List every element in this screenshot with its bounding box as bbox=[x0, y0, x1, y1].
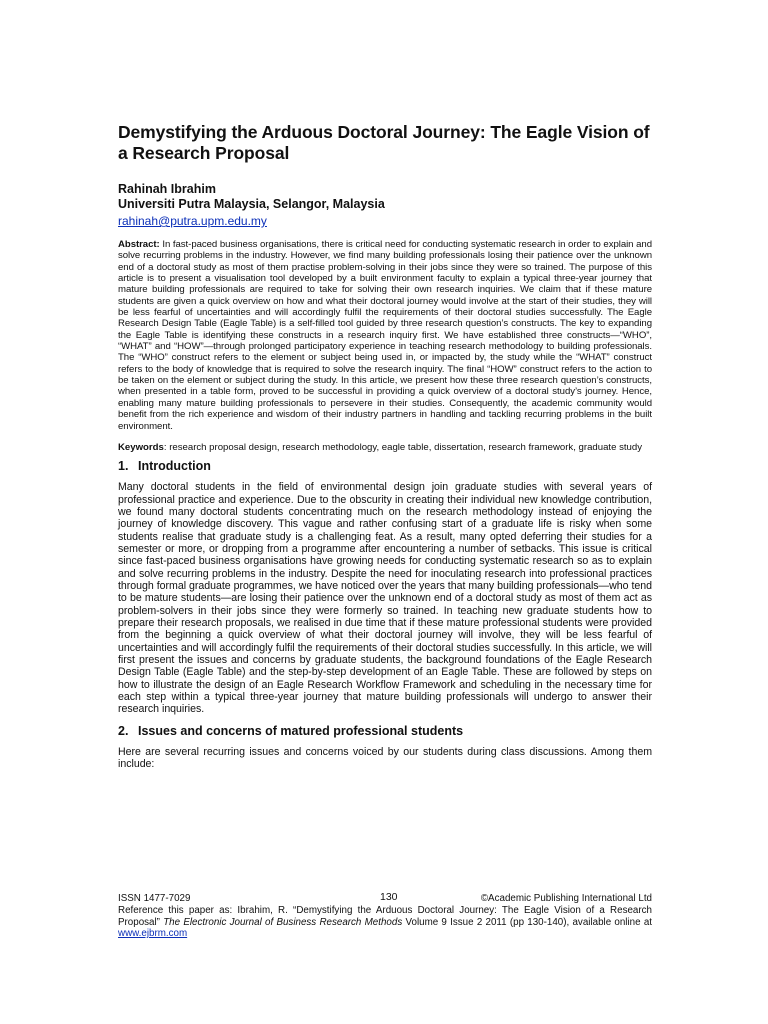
abstract bbox=[118, 239, 652, 432]
author-name: Rahinah Ibrahim bbox=[118, 182, 216, 196]
keywords-text: : research proposal design, research methodology, eagle table, dissertation, research framework, graduate study bbox=[163, 441, 643, 453]
section-number: 2. bbox=[118, 723, 129, 738]
citation-suffix: Volume 9 Issue 2 2011 (pp 130-140), available online at bbox=[402, 916, 652, 928]
paper-page bbox=[118, 122, 652, 778]
keywords bbox=[118, 442, 652, 453]
footer-row bbox=[118, 893, 652, 905]
page-number: 130 bbox=[380, 891, 398, 903]
citation-reference bbox=[118, 905, 652, 940]
section-title: Issues and concerns of matured professional students bbox=[138, 723, 464, 738]
citation-prefix: Reference this paper as: Ibrahim, R. “Demystifying the Arduous Doctoral Journey: The Eagle Vision of a Research Proposal” bbox=[118, 905, 652, 928]
issn: ISSN 1477-7029 bbox=[118, 893, 191, 904]
citation-journal: The Electronic Journal of Business Research Methods bbox=[159, 916, 403, 928]
section-heading-introduction bbox=[118, 459, 652, 474]
author-affiliation: Universiti Putra Malaysia, Selangor, Malaysia bbox=[118, 197, 385, 211]
introduction-paragraph: Many doctoral students in the field of environmental design join graduate studies with several years of professional practice and experience. Due to the obscurity in creating their individual new knowledge contribution, we found many doctoral students concentrating much on the research methodology instead of enjoying the journey of knowledge discovery. This vague and rather confusing start of a graduate life is risky when some students realise that graduate study is a challenging feat. As a result, many opted deferring their studies for a semester or more, or dropping from a programme after encountering a number of setbacks. This issue is critical since fast-paced business organisations have growing needs for conducting systematic research so as to explain and solve recurring problems in the industry. Despite the need for inoculating research into professional practices through formal graduate programmes, we have noticed over the years that many building professionals—who tend to be mature students—are losing their patience over the unknown end of a doctoral study as most of them act as problem-solvers in their jobs since they were formerly so trained. In teaching new graduate students how to prepare their research proposals, we realised in due time that if these mature professional students were provided from the beginning a quick overview of what their doctoral journey will involve, they will be less fearful of uncertainties and will accordingly fulfil the requirements of their doctoral studies successfully. In this article, we will first present the issues and concerns by graduate students, the background foundations of the Eagle Research Design Table (Eagle Table) and the step-by-step development of an Eagle Table. These are followed by steps on how to illustrate the design of an Eagle Research Workflow Framework and scheduling in the necessary time for each step within a typical three-year journey that mature building professionals will undergo to answer their research inquiries. bbox=[118, 481, 652, 716]
section-number: 1. bbox=[118, 459, 129, 474]
copyright: ©Academic Publishing International Ltd bbox=[480, 893, 652, 904]
paper-title: Demystifying the Arduous Doctoral Journey: The Eagle Vision of a Research Proposal bbox=[118, 122, 650, 163]
section-heading-issues bbox=[118, 724, 652, 739]
page-footer bbox=[118, 893, 652, 940]
author-email-link[interactable]: rahinah@putra.upm.edu.my bbox=[118, 214, 267, 228]
keywords-label: Keywords bbox=[118, 441, 164, 453]
abstract-label: Abstract: bbox=[118, 239, 160, 250]
section-title: Introduction bbox=[138, 459, 211, 474]
issues-paragraph: Here are several recurring issues and concerns voiced by our students during class discussions. Among them include: bbox=[118, 745, 652, 771]
abstract-text: In fast-paced business organisations, there is critical need for conducting systematic research in order to explain and solve recurring problems in the industry. However, we find many building professionals losing their patience over the unknown end of a doctoral study as most of them practise problem-solving in their jobs since they were so trained. The purpose of this article is to present a visualisation tool developed by a built environment faculty to explain a typical three-year journey that mature building professionals are required to take for solving their own research inquiries. We claim that if these mature students are given a quick overview on how and what their doctoral journey would involve at the start of their studies, they will be less fearful of uncertainties and will accordingly fulfil the requirements of their doctoral studies successfully. The Eagle Research Design Table (Eagle Table) is a self-filled tool guided by three research question’s constructs. The key to expanding the Eagle Table is identifying these constructs in a research inquiry first. We have established three constructs—“WHO”, “WHAT” and “HOW”—through prolonged participatory experience in teaching research methodology to building professionals. The “WHO” construct refers to the element or subject being used in, or impacted by, the study while the “WHAT” construct refers to the body of knowledge that is required to solve the research inquiry. The final “HOW” construct refers to the action to be taken on the element or subject during the study. In this article, we present how these three research question’s constructs, when presented in a table form, proved to be successful in providing a quick overview of a doctoral study’s journey. Hence, enabling many mature building professionals to persevere in their studies. Consequently, the academic community would benefit from the rich experience and wisdom of their industry partners in handling and tackling recurring problems in the built environment. bbox=[118, 239, 652, 432]
journal-website-link[interactable]: www.ejbrm.com bbox=[118, 928, 188, 939]
